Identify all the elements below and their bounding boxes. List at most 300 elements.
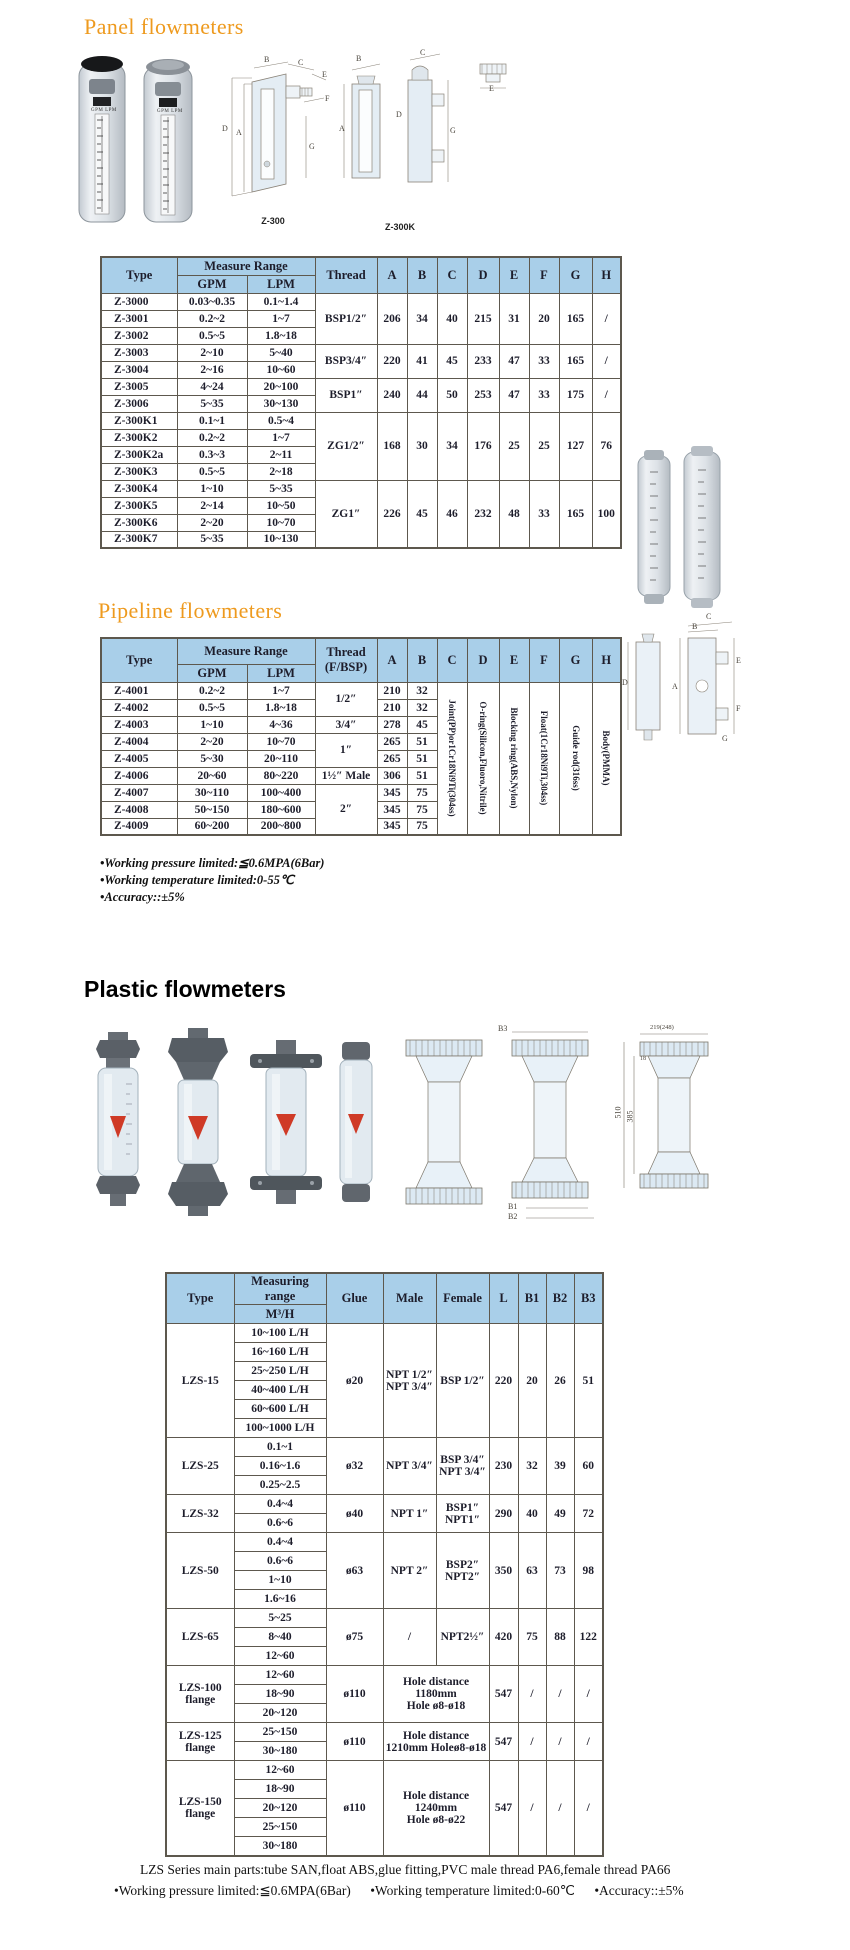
pipeline-section-title: Pipeline flowmeters bbox=[98, 598, 283, 623]
data-cell: 25 bbox=[529, 412, 559, 480]
note-temperature: •Working temperature limited:0-55℃ bbox=[100, 873, 294, 887]
note-accuracy: •Accuracy::±5% bbox=[594, 1883, 684, 1898]
data-cell: Z-4006 bbox=[101, 767, 177, 784]
data-cell: NPT 2″ bbox=[383, 1533, 436, 1609]
data-cell: NPT 1/2″ NPT 3/4″ bbox=[383, 1324, 436, 1438]
data-cell: 278 bbox=[377, 716, 407, 733]
data-cell: 0.5~4 bbox=[247, 412, 315, 429]
plastic-technical-drawing-c bbox=[610, 1026, 714, 1222]
header-cell: B1 bbox=[518, 1273, 546, 1324]
data-cell: 220 bbox=[377, 344, 407, 378]
pipeline-flowmeter-photo bbox=[628, 446, 728, 608]
data-cell: 547 bbox=[489, 1723, 518, 1761]
data-cell: 165 bbox=[559, 293, 592, 344]
plastic-flowmeters-table bbox=[165, 1272, 604, 1857]
data-cell: 10~50 bbox=[247, 497, 315, 514]
data-cell: Z-300K1 bbox=[101, 412, 177, 429]
dim-label: F bbox=[736, 704, 741, 713]
data-cell: 33 bbox=[529, 344, 559, 378]
data-cell: 25~150 bbox=[234, 1723, 326, 1742]
data-cell: Z-3002 bbox=[101, 327, 177, 344]
table-row bbox=[166, 1324, 603, 1343]
data-cell: 25 bbox=[499, 412, 529, 480]
data-cell: Z-4003 bbox=[101, 716, 177, 733]
header-cell: LPM bbox=[247, 664, 315, 682]
data-cell: 230 bbox=[489, 1438, 518, 1495]
data-cell: 33 bbox=[529, 378, 559, 412]
header-cell: GPM bbox=[177, 275, 247, 293]
dim-label: C bbox=[420, 48, 426, 57]
data-cell: 0.5~5 bbox=[177, 699, 247, 716]
dim-label: D bbox=[222, 124, 228, 133]
header-cell: L bbox=[489, 1273, 518, 1324]
header-cell: M³/H bbox=[234, 1305, 326, 1324]
data-cell: 1.8~18 bbox=[247, 699, 315, 716]
data-cell: 350 bbox=[489, 1533, 518, 1609]
table-row bbox=[166, 1666, 603, 1685]
data-cell: 34 bbox=[407, 293, 437, 344]
data-cell: / bbox=[518, 1723, 546, 1761]
data-cell: 1/2″ bbox=[315, 682, 377, 716]
data-cell: LZS-15 bbox=[166, 1324, 234, 1438]
dim-label: B bbox=[264, 55, 270, 64]
data-cell: / bbox=[546, 1761, 574, 1856]
data-cell: 0.6~6 bbox=[234, 1514, 326, 1533]
table-row bbox=[101, 257, 621, 275]
panel-section-title: Panel flowmeters bbox=[84, 14, 244, 39]
data-cell: 253 bbox=[467, 378, 499, 412]
data-cell: / bbox=[592, 344, 621, 378]
data-cell: / bbox=[574, 1761, 603, 1856]
data-cell: 31 bbox=[499, 293, 529, 344]
panel-flowmeter-photo-1 bbox=[72, 52, 132, 230]
data-cell: / bbox=[518, 1761, 546, 1856]
data-cell: BSP2″ NPT2″ bbox=[436, 1533, 489, 1609]
data-cell: 0.5~5 bbox=[177, 463, 247, 480]
data-cell: 51 bbox=[407, 767, 437, 784]
data-cell: ø32 bbox=[326, 1438, 383, 1495]
header-cell: Male bbox=[383, 1273, 436, 1324]
dim-label: A bbox=[672, 682, 678, 691]
header-cell: Type bbox=[166, 1273, 234, 1324]
data-cell: 26 bbox=[546, 1324, 574, 1438]
data-cell: Z-3001 bbox=[101, 310, 177, 327]
data-cell: 60 bbox=[574, 1438, 603, 1495]
data-cell: 30~130 bbox=[247, 395, 315, 412]
header-cell: Thread bbox=[315, 257, 377, 293]
data-cell: 18~90 bbox=[234, 1685, 326, 1704]
dim-label: A bbox=[236, 128, 242, 137]
data-cell: 1~7 bbox=[247, 682, 315, 699]
data-cell: 0.5~5 bbox=[177, 327, 247, 344]
data-cell: 46 bbox=[437, 480, 467, 548]
note-temperature: •Working temperature limited:0-60℃ bbox=[370, 1883, 575, 1898]
data-cell: 5~40 bbox=[247, 344, 315, 361]
data-cell: 32 bbox=[518, 1438, 546, 1495]
data-cell: Z-300K4 bbox=[101, 480, 177, 497]
header-cell: E bbox=[499, 257, 529, 293]
data-cell: 0.03~0.35 bbox=[177, 293, 247, 310]
table-row bbox=[166, 1609, 603, 1628]
data-cell: Hole distance 1240mm Hole ø8-ø22 bbox=[383, 1761, 489, 1856]
header-cell: F bbox=[529, 257, 559, 293]
plastic-photo-1-image bbox=[86, 1032, 150, 1214]
header-cell: F bbox=[529, 638, 559, 682]
data-cell: 0.2~2 bbox=[177, 429, 247, 446]
plastic-main-parts-note: LZS Series main parts:tube SAN,float ABS,glue fitting,PVC male thread PA6,female thread PA66 bbox=[140, 1862, 671, 1877]
data-cell: Z-3003 bbox=[101, 344, 177, 361]
dim-label: 510 bbox=[613, 1106, 623, 1119]
header-cell: Measure Range bbox=[177, 257, 315, 275]
data-cell: Z-300K5 bbox=[101, 497, 177, 514]
data-cell: 2~10 bbox=[177, 344, 247, 361]
scale-unit-label: GPM LPM bbox=[157, 109, 183, 114]
data-cell: 1~10 bbox=[177, 716, 247, 733]
data-cell: 50 bbox=[437, 378, 467, 412]
data-cell: 41 bbox=[407, 344, 437, 378]
header-cell: C bbox=[437, 257, 467, 293]
data-cell: 1.8~18 bbox=[247, 327, 315, 344]
header-cell: Thread (F/BSP) bbox=[315, 638, 377, 682]
dim-label: B bbox=[692, 622, 698, 631]
header-cell: C bbox=[437, 638, 467, 682]
table-row bbox=[101, 480, 621, 497]
data-cell: 226 bbox=[377, 480, 407, 548]
data-cell: BSP1″ bbox=[315, 378, 377, 412]
data-cell: 60~600 L/H bbox=[234, 1400, 326, 1419]
data-cell: 20 bbox=[529, 293, 559, 344]
data-cell: LZS-125 flange bbox=[166, 1723, 234, 1761]
header-cell: D bbox=[467, 257, 499, 293]
data-cell: 127 bbox=[559, 412, 592, 480]
dim-label: E bbox=[489, 84, 494, 93]
data-cell: 51 bbox=[407, 733, 437, 750]
data-cell: 48 bbox=[499, 480, 529, 548]
data-cell: ZG1/2″ bbox=[315, 412, 377, 480]
data-cell: 345 bbox=[377, 784, 407, 801]
header-cell: Type bbox=[101, 257, 177, 293]
data-cell: 5~35 bbox=[177, 531, 247, 548]
data-cell: 2~20 bbox=[177, 733, 247, 750]
data-cell: Body(PMMA) bbox=[592, 682, 621, 835]
dim-label: C bbox=[298, 58, 304, 67]
plastic-drawing-b-lines bbox=[496, 1022, 604, 1232]
data-cell: Z-3005 bbox=[101, 378, 177, 395]
data-cell: 20~120 bbox=[234, 1704, 326, 1723]
data-cell: Z-300K6 bbox=[101, 514, 177, 531]
data-cell: Z-4008 bbox=[101, 801, 177, 818]
header-cell: B bbox=[407, 638, 437, 682]
dim-label: G bbox=[450, 126, 456, 135]
data-cell: 5~25 bbox=[234, 1609, 326, 1628]
data-cell: BSP 3/4″ NPT 3/4″ bbox=[436, 1438, 489, 1495]
data-cell: 210 bbox=[377, 699, 407, 716]
data-cell: 1″ bbox=[315, 733, 377, 767]
dim-label: 219(248) bbox=[650, 1024, 674, 1031]
table-row bbox=[166, 1273, 603, 1305]
data-cell: LZS-150 flange bbox=[166, 1761, 234, 1856]
data-cell: 210 bbox=[377, 682, 407, 699]
dim-label: D bbox=[396, 110, 402, 119]
data-cell: BSP 1/2″ bbox=[436, 1324, 489, 1438]
data-cell: Guide rod(316ss) bbox=[559, 682, 592, 835]
data-cell: 100~1000 L/H bbox=[234, 1419, 326, 1438]
header-cell: D bbox=[467, 638, 499, 682]
data-cell: Hole distance 1180mm Hole ø8-ø18 bbox=[383, 1666, 489, 1723]
header-cell: B bbox=[407, 257, 437, 293]
data-cell: 2~14 bbox=[177, 497, 247, 514]
data-cell: 51 bbox=[407, 750, 437, 767]
data-cell: NPT 1″ bbox=[383, 1495, 436, 1533]
note-accuracy: •Accuracy::±5% bbox=[100, 890, 185, 904]
data-cell: LZS-65 bbox=[166, 1609, 234, 1666]
plastic-flowmeter-photo-2 bbox=[154, 1028, 242, 1216]
panel-flowmeter-photo-2 bbox=[136, 55, 200, 230]
data-cell: ø75 bbox=[326, 1609, 383, 1666]
header-cell: Measuring range bbox=[234, 1273, 326, 1305]
header-cell: LPM bbox=[247, 275, 315, 293]
data-cell: 49 bbox=[546, 1495, 574, 1533]
header-cell: H bbox=[592, 257, 621, 293]
data-cell: NPT2½″ bbox=[436, 1609, 489, 1666]
data-cell: 1.6~16 bbox=[234, 1590, 326, 1609]
data-cell: 20~60 bbox=[177, 767, 247, 784]
data-cell: 5~30 bbox=[177, 750, 247, 767]
table-row bbox=[166, 1761, 603, 1780]
data-cell: 88 bbox=[546, 1609, 574, 1666]
note-pressure: •Working pressure limited:≦0.6MPA(6Bar) bbox=[100, 856, 325, 870]
data-cell: 165 bbox=[559, 344, 592, 378]
plastic-section-title: Plastic flowmeters bbox=[84, 976, 286, 1002]
data-cell: 4~24 bbox=[177, 378, 247, 395]
data-cell: 176 bbox=[467, 412, 499, 480]
data-cell: 40~400 L/H bbox=[234, 1381, 326, 1400]
table-row bbox=[101, 412, 621, 429]
data-cell: 10~130 bbox=[247, 531, 315, 548]
data-cell: / bbox=[546, 1666, 574, 1723]
data-cell: 0.25~2.5 bbox=[234, 1476, 326, 1495]
data-cell: Z-3004 bbox=[101, 361, 177, 378]
header-cell: GPM bbox=[177, 664, 247, 682]
data-cell: 16~160 L/H bbox=[234, 1343, 326, 1362]
header-cell: H bbox=[592, 638, 621, 682]
data-cell: 20~100 bbox=[247, 378, 315, 395]
data-cell: 80~220 bbox=[247, 767, 315, 784]
header-cell: Type bbox=[101, 638, 177, 682]
data-cell: BSP1/2″ bbox=[315, 293, 377, 344]
header-cell: B3 bbox=[574, 1273, 603, 1324]
z300-drawing-lines bbox=[208, 56, 338, 226]
data-cell: 12~60 bbox=[234, 1666, 326, 1685]
plastic-technical-drawing-b bbox=[496, 1022, 604, 1232]
data-cell: 265 bbox=[377, 750, 407, 767]
table-row bbox=[166, 1495, 603, 1514]
table-row bbox=[101, 293, 621, 310]
data-cell: 72 bbox=[574, 1495, 603, 1533]
data-cell: 180~600 bbox=[247, 801, 315, 818]
data-cell: 47 bbox=[499, 344, 529, 378]
dim-label: B3 bbox=[498, 1024, 508, 1033]
data-cell: 175 bbox=[559, 378, 592, 412]
data-cell: 345 bbox=[377, 818, 407, 835]
data-cell: 0.1~1 bbox=[177, 412, 247, 429]
data-cell: 63 bbox=[518, 1533, 546, 1609]
data-cell: Hole distance 1210mm Holeø8-ø18 bbox=[383, 1723, 489, 1761]
data-cell: 25~150 bbox=[234, 1818, 326, 1837]
data-cell: 10~60 bbox=[247, 361, 315, 378]
data-cell: 18~90 bbox=[234, 1780, 326, 1799]
data-cell: ø110 bbox=[326, 1723, 383, 1761]
data-cell: 40 bbox=[518, 1495, 546, 1533]
data-cell: 20~110 bbox=[247, 750, 315, 767]
plastic-technical-drawing-a bbox=[398, 1026, 490, 1222]
header-cell: Glue bbox=[326, 1273, 383, 1324]
data-cell: 232 bbox=[467, 480, 499, 548]
plastic-flowmeter-photo-3 bbox=[246, 1032, 326, 1214]
plastic-drawing-a-lines bbox=[398, 1026, 490, 1222]
header-cell: A bbox=[377, 638, 407, 682]
data-cell: 306 bbox=[377, 767, 407, 784]
dim-label: D bbox=[622, 678, 628, 687]
plastic-photo-4-image bbox=[330, 1040, 382, 1208]
header-cell: G bbox=[559, 638, 592, 682]
data-cell: / bbox=[383, 1609, 436, 1666]
data-cell: 5~35 bbox=[177, 395, 247, 412]
data-cell: 265 bbox=[377, 733, 407, 750]
data-cell: Float(1Cr18Ni9Ti,304ss) bbox=[529, 682, 559, 835]
plastic-notes-row bbox=[114, 1883, 700, 1899]
plastic-photo-3-image bbox=[246, 1032, 326, 1214]
data-cell: 0.2~2 bbox=[177, 682, 247, 699]
data-cell: 165 bbox=[559, 480, 592, 548]
data-cell: 33 bbox=[529, 480, 559, 548]
data-cell: 1~7 bbox=[247, 310, 315, 327]
pipeline-flowmeters-table bbox=[100, 637, 622, 836]
table-row bbox=[101, 638, 621, 664]
data-cell: 2″ bbox=[315, 784, 377, 835]
panel-flowmeters-table bbox=[100, 256, 622, 549]
data-cell: 3/4″ bbox=[315, 716, 377, 733]
data-cell: 44 bbox=[407, 378, 437, 412]
header-cell: G bbox=[559, 257, 592, 293]
plastic-flowmeter-photo-4 bbox=[330, 1040, 382, 1208]
data-cell: LZS-50 bbox=[166, 1533, 234, 1609]
z300-technical-drawing bbox=[208, 56, 338, 226]
data-cell: 75 bbox=[407, 818, 437, 835]
data-cell: BSP3/4″ bbox=[315, 344, 377, 378]
data-cell: 206 bbox=[377, 293, 407, 344]
data-cell: LZS-25 bbox=[166, 1438, 234, 1495]
data-cell: 10~100 L/H bbox=[234, 1324, 326, 1343]
pipeline-technical-drawing bbox=[622, 612, 752, 750]
data-cell: 1~10 bbox=[234, 1571, 326, 1590]
data-cell: 420 bbox=[489, 1609, 518, 1666]
dim-label: E bbox=[736, 656, 741, 665]
dim-label: B2 bbox=[508, 1212, 518, 1221]
data-cell: 76 bbox=[592, 412, 621, 480]
data-cell: 200~800 bbox=[247, 818, 315, 835]
data-cell: LZS-100 flange bbox=[166, 1666, 234, 1723]
z300-caption: Z-300 bbox=[261, 216, 285, 226]
data-cell: Z-300K2 bbox=[101, 429, 177, 446]
data-cell: 2~18 bbox=[247, 463, 315, 480]
header-cell: E bbox=[499, 638, 529, 682]
data-cell: 5~35 bbox=[247, 480, 315, 497]
data-cell: Z-3000 bbox=[101, 293, 177, 310]
header-cell: Measure Range bbox=[177, 638, 315, 664]
data-cell: / bbox=[574, 1666, 603, 1723]
data-cell: Z-300K2a bbox=[101, 446, 177, 463]
data-cell: 12~60 bbox=[234, 1647, 326, 1666]
data-cell: 220 bbox=[489, 1324, 518, 1438]
table-row bbox=[166, 1723, 603, 1742]
data-cell: 30~180 bbox=[234, 1742, 326, 1761]
dim-label: B1 bbox=[508, 1202, 518, 1211]
data-cell: 0.1~1 bbox=[234, 1438, 326, 1457]
data-cell: 233 bbox=[467, 344, 499, 378]
data-cell: 73 bbox=[546, 1533, 574, 1609]
data-cell: 30 bbox=[407, 412, 437, 480]
data-cell: Blocking ring(ABS,Nylon) bbox=[499, 682, 529, 835]
table-row bbox=[166, 1438, 603, 1457]
data-cell: 215 bbox=[467, 293, 499, 344]
scale-unit-label: GPM LPM bbox=[91, 108, 117, 113]
dim-label: 385 bbox=[625, 1110, 635, 1123]
table-row bbox=[166, 1533, 603, 1552]
dim-label: E bbox=[322, 70, 327, 79]
data-cell: Z-4005 bbox=[101, 750, 177, 767]
data-cell: Z-4004 bbox=[101, 733, 177, 750]
data-cell: 51 bbox=[574, 1324, 603, 1438]
note-pressure: •Working pressure limited:≦0.6MPA(6Bar) bbox=[114, 1883, 351, 1898]
data-cell: 25~250 L/H bbox=[234, 1362, 326, 1381]
data-cell: 39 bbox=[546, 1438, 574, 1495]
data-cell: 290 bbox=[489, 1495, 518, 1533]
data-cell: / bbox=[592, 293, 621, 344]
dim-label: B bbox=[356, 54, 362, 63]
table-row bbox=[101, 682, 621, 699]
data-cell: 168 bbox=[377, 412, 407, 480]
plastic-flowmeter-photo-1 bbox=[86, 1032, 150, 1214]
data-cell: 0.16~1.6 bbox=[234, 1457, 326, 1476]
data-cell: 345 bbox=[377, 801, 407, 818]
data-cell: Z-4002 bbox=[101, 699, 177, 716]
data-cell: Z-300K7 bbox=[101, 531, 177, 548]
dim-label: G bbox=[309, 142, 315, 151]
data-cell: 50~150 bbox=[177, 801, 247, 818]
data-cell: 75 bbox=[518, 1609, 546, 1666]
z300k-drawing-lines bbox=[340, 50, 526, 232]
data-cell: 60~200 bbox=[177, 818, 247, 835]
data-cell: 547 bbox=[489, 1761, 518, 1856]
data-cell: 12~60 bbox=[234, 1761, 326, 1780]
dim-label: G bbox=[722, 734, 728, 743]
data-cell: 0.2~2 bbox=[177, 310, 247, 327]
data-cell: 47 bbox=[499, 378, 529, 412]
data-cell: Z-3006 bbox=[101, 395, 177, 412]
data-cell: 45 bbox=[407, 480, 437, 548]
data-cell: / bbox=[592, 378, 621, 412]
data-cell: ø110 bbox=[326, 1761, 383, 1856]
data-cell: 1½″ Male bbox=[315, 767, 377, 784]
panel-flowmeter-photo-1-image bbox=[72, 52, 132, 230]
data-cell: 30~110 bbox=[177, 784, 247, 801]
data-cell: 2~20 bbox=[177, 514, 247, 531]
data-cell: NPT 3/4″ bbox=[383, 1438, 436, 1495]
data-cell: / bbox=[546, 1723, 574, 1761]
table-row bbox=[101, 344, 621, 361]
data-cell: 10~70 bbox=[247, 733, 315, 750]
